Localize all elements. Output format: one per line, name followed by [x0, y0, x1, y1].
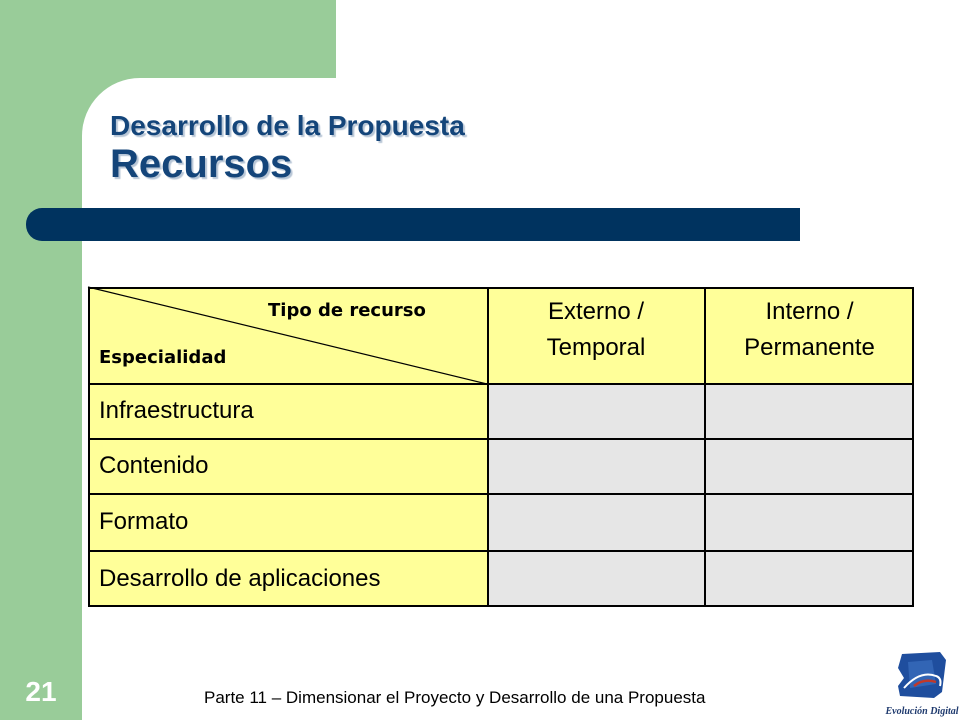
table-corner-cell [88, 287, 487, 384]
table-cell [705, 494, 914, 550]
table-cell [488, 384, 704, 438]
footer-text: Parte 11 – Dimensionar el Proyecto y Desarrollo de una Propuesta [204, 688, 706, 707]
table-cell [705, 384, 914, 438]
slide-title: Desarrollo de la Propuesta [110, 110, 465, 141]
column-header-line: Externo / [547, 298, 645, 325]
column-header-line: Temporal [546, 334, 646, 361]
table-border [88, 550, 914, 552]
table-border [487, 287, 489, 607]
row-label-infraestructura: Infraestructura [88, 384, 487, 438]
evolucion-digital-logo-icon [885, 648, 959, 718]
row-label-formato: Formato [88, 494, 487, 550]
logo-text: Evolución Digital [885, 706, 959, 717]
column-header-externo [488, 287, 704, 384]
corner-label-tipo: Tipo de recurso [268, 300, 426, 321]
column-header-line: Permanente [744, 334, 875, 361]
table-border [704, 287, 706, 607]
page-number: 21 [25, 676, 57, 707]
resources-table [88, 287, 914, 607]
table-border [88, 383, 914, 385]
corner-label-especialidad: Especialidad [99, 347, 227, 368]
table-cell [705, 551, 914, 607]
row-label-desarrollo-aplicaciones: Desarrollo de aplicaciones [88, 551, 487, 607]
table-border [88, 287, 90, 607]
table-border [88, 287, 914, 289]
table-cell [488, 551, 704, 607]
table-border [912, 287, 914, 607]
row-label-contenido: Contenido [88, 439, 487, 493]
slide-subtitle: Recursos [110, 142, 293, 186]
table-cell [488, 494, 704, 550]
table-cell [488, 439, 704, 493]
title-divider-bar [26, 208, 800, 241]
table-border [88, 493, 914, 495]
table-border [88, 438, 914, 440]
table-border [88, 605, 914, 607]
column-header-interno [705, 287, 914, 384]
table-cell [705, 439, 914, 493]
column-header-line: Interno / [765, 298, 854, 325]
